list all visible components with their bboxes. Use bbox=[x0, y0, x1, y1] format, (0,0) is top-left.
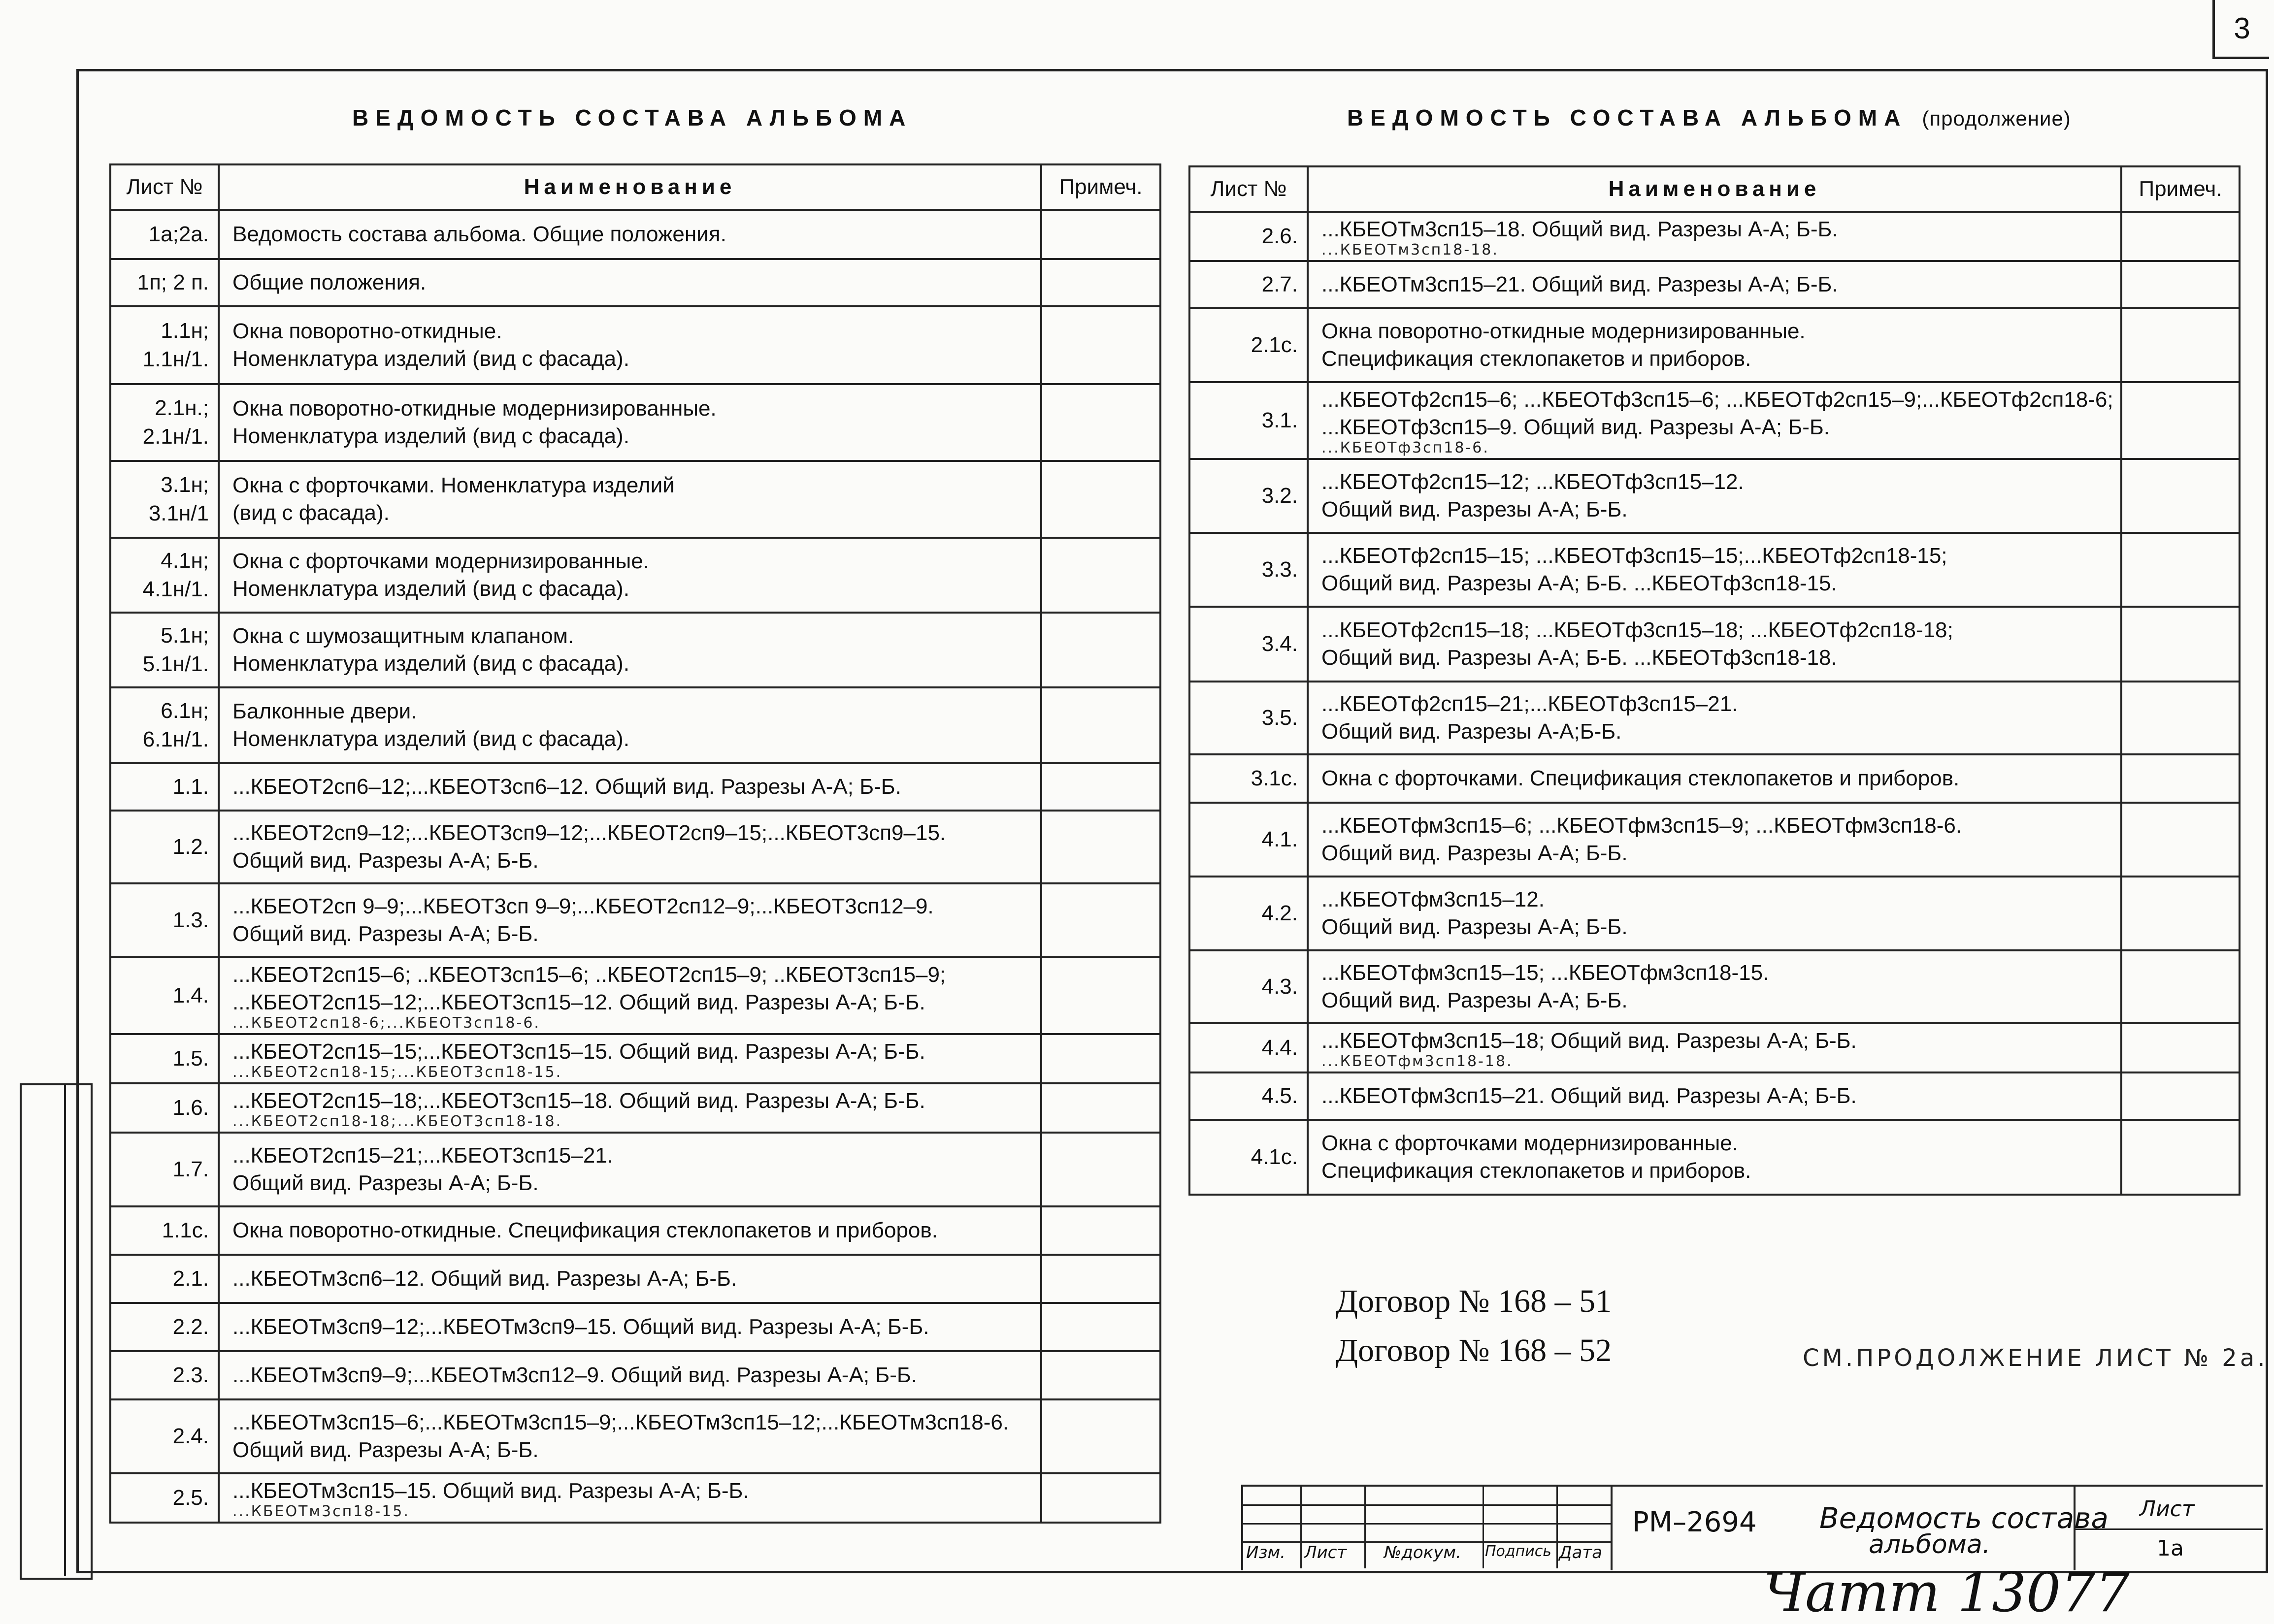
table-row bbox=[110, 1351, 1160, 1399]
col-label-date: Дата bbox=[1559, 1543, 1603, 1562]
table-row bbox=[110, 384, 1160, 461]
item-note bbox=[2121, 1023, 2240, 1072]
item-name-line: Окна поворотно-откидные. bbox=[232, 319, 502, 343]
item-name bbox=[219, 883, 1041, 957]
item-note bbox=[1041, 1206, 1160, 1255]
item-name bbox=[219, 1133, 1041, 1206]
table-row bbox=[110, 1083, 1160, 1133]
sheet-number bbox=[110, 811, 219, 883]
item-name bbox=[1308, 682, 2121, 754]
sheet-number bbox=[110, 538, 219, 613]
corner-sheet-number: 3 bbox=[2212, 0, 2269, 59]
contract-2: Договор № 168 – 52 bbox=[1336, 1332, 1612, 1368]
col-label-change: Изм. bbox=[1246, 1543, 1285, 1562]
col-name: Наименование bbox=[219, 164, 1041, 210]
handwritten-addition: ...КБЕОТ2сп18-18;...КБЕОТ3сп18-18. bbox=[232, 1113, 562, 1130]
sheet-number-line: 3.1н/1 bbox=[148, 501, 209, 525]
handwritten-addition: ...КБЕОТф3сп18-6. bbox=[1321, 439, 1489, 456]
item-name bbox=[1308, 533, 2121, 607]
item-name bbox=[1308, 1072, 2121, 1120]
sheet-number bbox=[110, 1399, 219, 1473]
table-row bbox=[110, 1206, 1160, 1255]
right-heading: ВЕДОМОСТЬ СОСТАВА АЛЬБОМА (продолжение) bbox=[1347, 105, 2071, 130]
sheet-number bbox=[1189, 607, 1308, 682]
item-note bbox=[1041, 384, 1160, 461]
item-note bbox=[2121, 1120, 2240, 1195]
item-note bbox=[1041, 687, 1160, 763]
item-note bbox=[1041, 811, 1160, 883]
item-name-line: Общий вид. Разрезы А-А; Б-Б. bbox=[1321, 988, 1628, 1012]
sheet-box bbox=[2074, 1485, 2263, 1570]
col-label-sheet: Лист bbox=[1304, 1543, 1347, 1562]
item-name-line: ...КБЕОТ2сп15–6; ..КБЕОТ3сп15–6; ..КБЕОТ2сп15–9; ..КБЕОТ3сп15–9; bbox=[232, 963, 946, 987]
item-note bbox=[1041, 259, 1160, 306]
item-name-line: Спецификация стеклопакетов и приборов. bbox=[1321, 1159, 1751, 1183]
item-name-line: Окна с форточками модернизированные. bbox=[1321, 1131, 1738, 1155]
sheet-number-line: 6.1н/1. bbox=[142, 727, 209, 751]
sheet-number-line: 4.3. bbox=[1261, 974, 1298, 999]
sheet-number-line: 1.7. bbox=[172, 1157, 209, 1181]
item-name bbox=[219, 384, 1041, 461]
item-name-line: Общий вид. Разрезы А-А; Б-Б. bbox=[232, 1171, 539, 1195]
sheet-number bbox=[110, 1133, 219, 1206]
sheet-number bbox=[1189, 1120, 1308, 1195]
table-row bbox=[1189, 803, 2240, 877]
item-name bbox=[1308, 459, 2121, 533]
table-row bbox=[110, 883, 1160, 957]
table-row bbox=[1189, 1120, 2240, 1195]
item-note bbox=[2121, 877, 2240, 950]
item-name bbox=[219, 538, 1041, 613]
table-row bbox=[1189, 212, 2240, 261]
col-label-signature: Подпись bbox=[1485, 1543, 1551, 1560]
item-name-line: Окна с форточками модернизированные. bbox=[232, 549, 649, 573]
sheet-number-line: 4.2. bbox=[1261, 901, 1298, 925]
table-row bbox=[110, 763, 1160, 811]
item-name-line: ...КБЕОТм3сп6–12. Общий вид. Разрезы А-А; Б-Б. bbox=[232, 1267, 737, 1291]
item-name bbox=[1308, 261, 2121, 308]
table-row bbox=[110, 210, 1160, 259]
sheet-number bbox=[1189, 803, 1308, 877]
item-name-line: ...КБЕОТфм3сп15–15; ...КБЕОТфм3сп18-15. bbox=[1321, 961, 1769, 985]
item-note bbox=[2121, 803, 2240, 877]
table-row bbox=[110, 1473, 1160, 1523]
item-name-line: ...КБЕОТ2сп6–12;...КБЕОТ3сп6–12. Общий вид. Разрезы А-А; Б-Б. bbox=[232, 775, 901, 799]
item-name-line: Общий вид. Разрезы А-А; Б-Б. bbox=[1321, 497, 1628, 521]
item-note bbox=[2121, 950, 2240, 1023]
item-name bbox=[1308, 754, 2121, 803]
item-name-line: ...КБЕОТ2сп9–12;...КБЕОТ3сп9–12;...КБЕОТ2сп9–15;...КБЕОТ3сп9–15. bbox=[232, 821, 946, 845]
item-name-line: ...КБЕОТ2сп15–15;...КБЕОТ3сп15–15. Общий вид. Разрезы А-А; Б-Б. bbox=[232, 1039, 925, 1064]
col-note: Примеч. bbox=[1041, 164, 1160, 210]
item-name bbox=[219, 259, 1041, 306]
table-row bbox=[110, 811, 1160, 883]
item-name-line: ...КБЕОТф2сп15–18; ...КБЕОТф3сп15–18; ...КБЕОТф2сп18-18; bbox=[1321, 618, 1953, 642]
item-name-line: Спецификация стеклопакетов и приборов. bbox=[1321, 347, 1751, 371]
item-name-line: ...КБЕОТ2сп 9–9;...КБЕОТ3сп 9–9;...КБЕОТ2сп12–9;...КБЕОТ3сп12–9. bbox=[232, 894, 934, 918]
item-note bbox=[1041, 306, 1160, 384]
table-row bbox=[110, 613, 1160, 687]
sheet-number-line: 1.1н/1. bbox=[142, 347, 209, 371]
title-block bbox=[1241, 1485, 2261, 1568]
sheet-number-line: 4.1с. bbox=[1251, 1145, 1298, 1169]
item-note bbox=[2121, 754, 2240, 803]
sheet-number bbox=[110, 613, 219, 687]
table-row bbox=[1189, 261, 2240, 308]
item-name bbox=[1308, 382, 2121, 459]
item-name-line: ...КБЕОТфм3сп15–18; Общий вид. Разрезы А-А; Б-Б. bbox=[1321, 1029, 1857, 1053]
table-row bbox=[110, 538, 1160, 613]
item-name bbox=[1308, 1120, 2121, 1195]
item-name-line: ...КБЕОТфм3сп15–6; ...КБЕОТфм3сп15–9; ...КБЕОТфм3сп18-6. bbox=[1321, 813, 1962, 838]
sheet-number bbox=[1189, 950, 1308, 1023]
table-row bbox=[1189, 607, 2240, 682]
table-row bbox=[1189, 754, 2240, 803]
sheet-number-line: 4.1н; bbox=[161, 549, 209, 573]
item-name bbox=[219, 1399, 1041, 1473]
sheet-number-line: 1п; 2 п. bbox=[137, 270, 209, 294]
item-name bbox=[219, 1303, 1041, 1351]
table-row bbox=[1189, 682, 2240, 754]
item-name-line: ...КБЕОТм3сп9–9;...КБЕОТм3сп12–9. Общий вид. Разрезы А-А; Б-Б. bbox=[232, 1363, 917, 1387]
item-name bbox=[1308, 803, 2121, 877]
item-name bbox=[219, 811, 1041, 883]
item-name bbox=[1308, 308, 2121, 382]
sheet-number-line: 3.2. bbox=[1261, 484, 1298, 508]
item-name-line: Окна поворотно-откидные модернизированные. bbox=[1321, 319, 1806, 343]
item-name-line: Общий вид. Разрезы А-А; Б-Б. ...КБЕОТф3сп18-18. bbox=[1321, 646, 1837, 670]
doc-title-line1: Ведомость состава bbox=[1819, 1501, 2109, 1535]
sheet-number-line: 2.3. bbox=[172, 1363, 209, 1387]
item-note bbox=[1041, 613, 1160, 687]
sheet-number-line: 3.3. bbox=[1261, 557, 1298, 582]
sheet-value: 1а bbox=[2157, 1536, 2184, 1561]
col-sheet: Лист № bbox=[1189, 166, 1308, 212]
sheet-number bbox=[1189, 682, 1308, 754]
item-name-line: Общий вид. Разрезы А-А; Б-Б. bbox=[232, 922, 539, 946]
item-name-line: Окна с форточками. Спецификация стеклопакетов и приборов. bbox=[1321, 766, 1960, 790]
item-name-line: Окна с шумозащитным клапаном. bbox=[232, 624, 574, 648]
item-name-line: Общий вид. Разрезы А-А; Б-Б. bbox=[1321, 841, 1628, 865]
item-name-line: ...КБЕОТф2сп15–21;...КБЕОТф3сп15–21. bbox=[1321, 692, 1738, 716]
left-contents-table bbox=[109, 163, 1161, 1524]
sheet-number bbox=[110, 957, 219, 1034]
sheet-number bbox=[1189, 261, 1308, 308]
sheet-number-line: 1а;2а. bbox=[148, 222, 209, 246]
item-name bbox=[219, 957, 1041, 1034]
sheet-number bbox=[1189, 754, 1308, 803]
item-name bbox=[1308, 212, 2121, 261]
sheet-number-line: 1.1с. bbox=[162, 1218, 209, 1242]
sheet-number-line: 4.5. bbox=[1261, 1084, 1298, 1108]
sheet-number-line: 3.5. bbox=[1261, 706, 1298, 730]
continuation-label: (продолжение) bbox=[1922, 107, 2071, 130]
sheet-number bbox=[1189, 1023, 1308, 1072]
sheet-number-line: 3.4. bbox=[1261, 632, 1298, 656]
sheet-number-line: 3.1н; bbox=[161, 473, 209, 497]
sheet-number-line: 2.5. bbox=[172, 1486, 209, 1510]
sheet-number-line: 5.1н; bbox=[161, 623, 209, 648]
item-name-line: Общий вид. Разрезы А-А; Б-Б. bbox=[232, 1438, 539, 1462]
item-name-line: Общий вид. Разрезы А-А;Б-Б. bbox=[1321, 719, 1622, 744]
sheet-number-line: 1.1. bbox=[172, 775, 209, 799]
item-name bbox=[219, 1473, 1041, 1523]
sheet-number bbox=[1189, 382, 1308, 459]
item-name bbox=[219, 1206, 1041, 1255]
sheet-number bbox=[1189, 877, 1308, 950]
doc-code: РМ–2694 bbox=[1632, 1506, 1757, 1538]
sheet-number-line: 4.1. bbox=[1261, 827, 1298, 851]
sheet-number-line: 1.5. bbox=[172, 1046, 209, 1071]
item-note bbox=[1041, 763, 1160, 811]
item-name-line: ...КБЕОТф3сп15–9. Общий вид. Разрезы А-А; Б-Б. bbox=[1321, 415, 1830, 439]
item-name-line: ...КБЕОТ2сп15–21;...КБЕОТ3сп15–21. bbox=[232, 1143, 614, 1168]
title-area bbox=[1611, 1485, 2109, 1570]
sheet-number bbox=[1189, 308, 1308, 382]
sheet-number-line: 2.1н/1. bbox=[142, 424, 209, 449]
sheet-number-line: 2.7. bbox=[1261, 272, 1298, 296]
item-name bbox=[219, 1351, 1041, 1399]
item-name-line: Номенклатура изделий (вид с фасада). bbox=[232, 727, 629, 751]
col-note: Примеч. bbox=[2121, 166, 2240, 212]
col-name: Наименование bbox=[1308, 166, 2121, 212]
item-name-line: (вид с фасада). bbox=[232, 501, 390, 525]
sheet-number-line: 5.1н/1. bbox=[142, 652, 209, 676]
continuation-note: СМ.ПРОДОЛЖЕНИЕ ЛИСТ № 2а. bbox=[1803, 1344, 2268, 1372]
item-name-line: Номенклатура изделий (вид с фасада). bbox=[232, 577, 629, 601]
sheet-number bbox=[1189, 212, 1308, 261]
item-name-line: ...КБЕОТф2сп15–15; ...КБЕОТф3сп15–15;...КБЕОТф2сп18-15; bbox=[1321, 544, 1947, 568]
table-row bbox=[110, 687, 1160, 763]
item-name-line: ...КБЕОТфм3сп15–21. Общий вид. Разрезы А-А; Б-Б. bbox=[1321, 1084, 1857, 1108]
sheet-number-line: 6.1н; bbox=[161, 699, 209, 723]
item-name-line: Балконные двери. bbox=[232, 699, 417, 723]
item-note bbox=[1041, 461, 1160, 538]
handwritten-addition: ...КБЕОТ2сп18-6;...КБЕОТ3сп18-6. bbox=[232, 1014, 540, 1032]
item-name-line: ...КБЕОТм3сп15–18. Общий вид. Разрезы А-А; Б-Б. bbox=[1321, 217, 1838, 241]
sheet-number-line: 2.1. bbox=[172, 1267, 209, 1291]
handwritten-addition: ...КБЕОТфм3сп18-18. bbox=[1321, 1053, 1513, 1070]
item-name-line: Окна поворотно-откидные. Спецификация стеклопакетов и приборов. bbox=[232, 1218, 938, 1242]
table-row bbox=[110, 259, 1160, 306]
sheet-number bbox=[110, 763, 219, 811]
sheet-number bbox=[110, 687, 219, 763]
item-name-line: Номенклатура изделий (вид с фасада). bbox=[232, 424, 629, 448]
sheet-number-line: 2.1н.; bbox=[155, 396, 209, 420]
item-name-line: Окна с форточками. Номенклатура изделий bbox=[232, 473, 675, 497]
item-name bbox=[1308, 950, 2121, 1023]
item-name bbox=[1308, 607, 2121, 682]
left-heading: ВЕДОМОСТЬ СОСТАВА АЛЬБОМА bbox=[352, 105, 913, 130]
table-row bbox=[1189, 533, 2240, 607]
item-note bbox=[1041, 1083, 1160, 1133]
sheet-number bbox=[110, 259, 219, 306]
sheet-number bbox=[110, 210, 219, 259]
sheet-number bbox=[110, 883, 219, 957]
sheet-number bbox=[1189, 459, 1308, 533]
item-note bbox=[2121, 308, 2240, 382]
item-note bbox=[1041, 1351, 1160, 1399]
item-name bbox=[219, 613, 1041, 687]
item-note bbox=[1041, 210, 1160, 259]
item-name bbox=[219, 1255, 1041, 1303]
item-note bbox=[1041, 957, 1160, 1034]
sheet-number bbox=[110, 384, 219, 461]
sheet-number bbox=[110, 461, 219, 538]
sheet-number-line: 1.6. bbox=[172, 1096, 209, 1120]
col-label-doc: №докум. bbox=[1384, 1543, 1461, 1562]
sheet-number bbox=[110, 1206, 219, 1255]
item-note bbox=[2121, 1072, 2240, 1120]
item-name-line: Номенклатура изделий (вид с фасада). bbox=[232, 347, 629, 371]
sheet-number bbox=[110, 1473, 219, 1523]
sheet-number bbox=[110, 1303, 219, 1351]
item-note bbox=[2121, 212, 2240, 261]
item-name bbox=[219, 306, 1041, 384]
sheet-number-line: 3.1. bbox=[1261, 408, 1298, 432]
item-name-line: ...КБЕОТм3сп15–15. Общий вид. Разрезы А-А; Б-Б. bbox=[232, 1479, 749, 1503]
item-name bbox=[219, 1083, 1041, 1133]
item-name-line: Общий вид. Разрезы А-А; Б-Б. bbox=[1321, 915, 1628, 939]
item-name-line: ...КБЕОТф2сп15–6; ...КБЕОТф3сп15–6; ...КБЕОТф2сп15–9;...КБЕОТф2сп18-6; bbox=[1321, 388, 2113, 412]
table-row bbox=[110, 1399, 1160, 1473]
item-name bbox=[219, 210, 1041, 259]
item-name-line: Окна поворотно-откидные модернизированные. bbox=[232, 396, 717, 421]
item-name bbox=[219, 1034, 1041, 1083]
item-name-line: ...КБЕОТф2сп15–12; ...КБЕОТф3сп15–12. bbox=[1321, 470, 1744, 494]
item-note bbox=[1041, 883, 1160, 957]
sheet-number bbox=[1189, 533, 1308, 607]
table-row bbox=[110, 1034, 1160, 1083]
item-note bbox=[2121, 261, 2240, 308]
doc-title-line2: альбома. bbox=[1869, 1530, 1991, 1559]
item-note bbox=[2121, 533, 2240, 607]
table-row bbox=[110, 461, 1160, 538]
sheet-number bbox=[110, 1255, 219, 1303]
item-name bbox=[219, 687, 1041, 763]
sheet-number-line: 3.1с. bbox=[1251, 766, 1298, 790]
col-sheet: Лист № bbox=[110, 164, 219, 210]
handwritten-signature: Чатт 13077 bbox=[1763, 1561, 2130, 1624]
item-name-line: ...КБЕОТм3сп15–6;...КБЕОТм3сп15–9;...КБЕОТм3сп15–12;...КБЕОТм3сп18-6. bbox=[232, 1410, 1009, 1434]
table-row bbox=[1189, 1023, 2240, 1072]
item-note bbox=[2121, 682, 2240, 754]
table-row bbox=[1189, 382, 2240, 459]
handwritten-addition: ...КБЕОТм3сп18-15. bbox=[232, 1503, 410, 1520]
item-note bbox=[1041, 538, 1160, 613]
item-name-line: Общие положения. bbox=[232, 270, 427, 294]
sheet-number-line: 1.2. bbox=[172, 835, 209, 859]
item-name-line: ...КБЕОТ2сп15–18;...КБЕОТ3сп15–18. Общий вид. Разрезы А-А; Б-Б. bbox=[232, 1089, 925, 1113]
item-name bbox=[219, 461, 1041, 538]
item-note bbox=[2121, 382, 2240, 459]
table-row bbox=[1189, 1072, 2240, 1120]
contract-1: Договор № 168 – 51 bbox=[1336, 1283, 1612, 1319]
sheet-number-line: 2.1с. bbox=[1251, 333, 1298, 357]
table-row bbox=[110, 1133, 1160, 1206]
sheet-number bbox=[110, 1034, 219, 1083]
sheet-number bbox=[110, 306, 219, 384]
side-stamp bbox=[20, 1083, 89, 1576]
item-name-line: Общий вид. Разрезы А-А; Б-Б. bbox=[232, 848, 539, 873]
sheet-number-line: 2.4. bbox=[172, 1424, 209, 1448]
item-note bbox=[1041, 1473, 1160, 1523]
item-name bbox=[219, 763, 1041, 811]
item-name-line: ...КБЕОТ2сп15–12;...КБЕОТ3сп15–12. Общий вид. Разрезы А-А; Б-Б. bbox=[232, 990, 925, 1014]
item-name-line: Общий вид. Разрезы А-А; Б-Б. ...КБЕОТф3сп18-15. bbox=[1321, 571, 1837, 595]
item-note bbox=[1041, 1133, 1160, 1206]
sheet-number bbox=[110, 1083, 219, 1133]
table-row bbox=[1189, 459, 2240, 533]
table-row bbox=[110, 1303, 1160, 1351]
item-note bbox=[1041, 1255, 1160, 1303]
handwritten-addition: ...КБЕОТм3сп18-18. bbox=[1321, 241, 1499, 259]
sheet-number-line: 2.2. bbox=[172, 1315, 209, 1339]
item-note bbox=[2121, 459, 2240, 533]
item-name-line: Ведомость состава альбома. Общие положения. bbox=[232, 222, 726, 246]
item-note bbox=[1041, 1399, 1160, 1473]
item-name-line: ...КБЕОТфм3сп15–12. bbox=[1321, 887, 1545, 911]
sheet-number-line: 1.3. bbox=[172, 908, 209, 932]
table-row bbox=[1189, 877, 2240, 950]
item-name-line: Номенклатура изделий (вид с фасада). bbox=[232, 651, 629, 676]
sheet-number-line: 4.4. bbox=[1261, 1036, 1298, 1060]
sheet-number-line: 4.1н/1. bbox=[142, 577, 209, 601]
table-row bbox=[1189, 950, 2240, 1023]
item-note bbox=[1041, 1034, 1160, 1083]
handwritten-addition: ...КБЕОТ2сп18-15;...КБЕОТ3сп18-15. bbox=[232, 1064, 562, 1081]
table-row bbox=[110, 957, 1160, 1034]
item-name bbox=[1308, 1023, 2121, 1072]
item-name bbox=[1308, 877, 2121, 950]
table-row bbox=[110, 1255, 1160, 1303]
item-name-line: ...КБЕОТм3сп9–12;...КБЕОТм3сп9–15. Общий вид. Разрезы А-А; Б-Б. bbox=[232, 1315, 929, 1339]
sheet-number-line: 2.6. bbox=[1261, 224, 1298, 248]
table-row bbox=[110, 306, 1160, 384]
sheet-number-line: 1.1н; bbox=[161, 319, 209, 343]
sheet-number-line: 1.4. bbox=[172, 983, 209, 1007]
item-note bbox=[1041, 1303, 1160, 1351]
sheet-label: Лист bbox=[2140, 1496, 2195, 1522]
sheet-number bbox=[110, 1351, 219, 1399]
right-contents-table bbox=[1188, 165, 2241, 1196]
table-row bbox=[1189, 308, 2240, 382]
item-name-line: ...КБЕОТм3сп15–21. Общий вид. Разрезы А-А; Б-Б. bbox=[1321, 272, 1838, 296]
sheet-number bbox=[1189, 1072, 1308, 1120]
item-note bbox=[2121, 607, 2240, 682]
